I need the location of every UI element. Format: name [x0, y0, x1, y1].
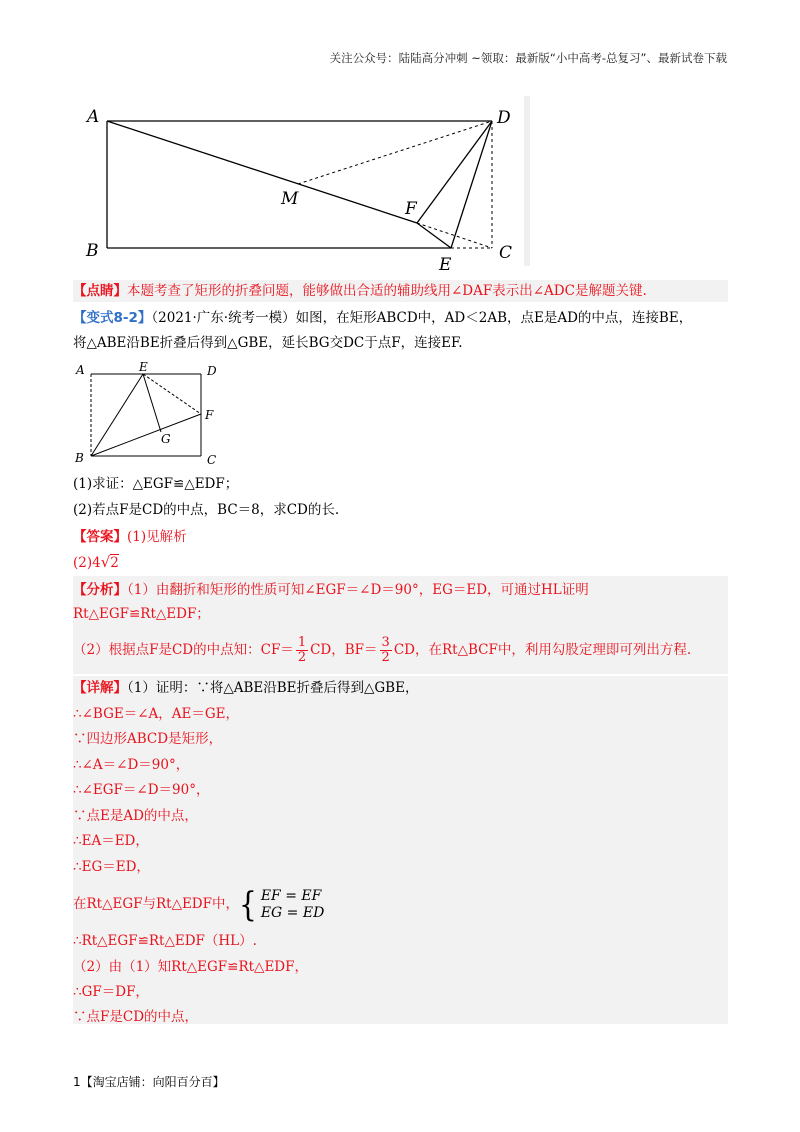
figure1-rectangle-fold-diagram [73, 96, 529, 274]
detail-line-1 [73, 678, 418, 698]
system-eq-2: EG = ED [260, 904, 325, 921]
comment-tag: 【点睛】 [73, 283, 127, 299]
page-header: 关注公众号：陆陆高分冲刺 ~领取：最新版“小中高考-总复习”、最新试卷下载 [329, 51, 727, 65]
page-footer: 1【淘宝店铺：向阳百分百】 [73, 1075, 225, 1089]
analysis-text-1: （1）由翻折和矩形的性质可知∠EGF＝∠D＝90°，EG＝ED，可通过HL证明 [127, 582, 589, 598]
problem-source: （2021·广东·统考一模） [151, 310, 296, 326]
detail-text-9: 在Rt△EGF与Rt△EDF中， [73, 896, 239, 912]
fig1-label-A: A [87, 107, 100, 127]
frac1-den: 2 [297, 650, 307, 665]
fig2-label-G: G [161, 432, 171, 446]
fig1-label-D: D [497, 108, 511, 128]
fig2-label-E: E [139, 360, 148, 374]
detail-line-12: ∴GF＝DF， [73, 984, 149, 1000]
analysis-text-3b: CD，BF＝ [310, 642, 378, 658]
system-eq-1: EF = EF [260, 887, 322, 904]
answer-1: (1)见解析 [127, 529, 187, 545]
detail-line-11: （2）由（1）知Rt△EGF≌Rt△EDF， [73, 959, 308, 975]
comment-text: 本题考查了矩形的折叠问题，能够做出合适的辅助线用∠DAF表示出∠ADC是解题关键. [127, 283, 647, 299]
fig1-label-F: F [405, 199, 417, 219]
problem-text-1: 如图，在矩形ABCD中，AD＜2AB，点E是AD的中点，连接BE， [295, 310, 693, 326]
problem-line-2: 将△ABE沿BE折叠后得到△GBE，延长BG交DC于点F，连接EF. [73, 335, 463, 351]
frac1-num: 1 [297, 635, 307, 650]
problem-tag: 【变式8-2】 [73, 310, 152, 326]
answer-line-2 [73, 552, 119, 573]
detail-tag: 【详解】 [73, 680, 127, 696]
frac2-num: 3 [381, 635, 390, 650]
analysis-line-3 [73, 634, 691, 666]
fig2-label-D: D [207, 364, 217, 378]
detail-line-9 [73, 886, 324, 922]
detail-line-10: ∴Rt△EGF≌Rt△EDF（HL）. [73, 933, 257, 949]
detail-line-3: ∵四边形ABCD是矩形， [73, 731, 223, 747]
fig2-label-F: F [205, 408, 214, 422]
problem-line-1 [73, 308, 692, 328]
detail-line-4: ∴∠A＝∠D＝90°， [73, 757, 190, 773]
sqrt-sign: √ [100, 553, 111, 571]
answer-tag: 【答案】 [73, 529, 127, 545]
fig1-label-B: B [86, 241, 99, 261]
detail-line-7: ∴EA＝ED， [73, 833, 149, 849]
fig1-label-M: M [281, 189, 299, 209]
frac2-den: 2 [381, 650, 390, 665]
fig1-label-C: C [499, 243, 513, 263]
answer-2-prefix: (2)4 [73, 555, 101, 571]
detail-text-1: （1）证明：∵将△ABE沿BE折叠后得到△GBE， [127, 680, 419, 696]
fraction-three-halves [380, 636, 392, 665]
analysis-line-1 [73, 580, 589, 600]
analysis-line-2: Rt△EGF≌Rt△EDF； [73, 606, 210, 622]
fig2-label-B: B [75, 451, 84, 465]
equation-system [257, 888, 324, 922]
figure2-rectangle-fold-diagram [73, 358, 233, 468]
analysis-text-3c: CD，在Rt△BCF中，利用勾股定理即可列出方程. [393, 642, 692, 658]
analysis-text-3a: （2）根据点F是CD的中点知：CF＝ [73, 642, 294, 658]
question-1: (1)求证：△EGF≌△EDF； [73, 476, 239, 492]
fraction-one-half [296, 636, 308, 665]
detail-line-13: ∵点F是CD的中点， [73, 1009, 199, 1025]
detail-line-2: ∴∠BGE＝∠A，AE＝GE， [73, 706, 240, 722]
detail-line-6: ∵点E是AD的中点， [73, 808, 198, 824]
detail-line-5: ∴∠EGF＝∠D＝90°， [73, 782, 210, 798]
answer-2-root: 2 [110, 555, 119, 571]
comment-line [73, 281, 647, 301]
fig1-label-E: E [439, 255, 452, 274]
question-2: (2)若点F是CD的中点，BC＝8，求CD的长. [73, 502, 340, 518]
analysis-tag: 【分析】 [73, 582, 127, 598]
detail-line-8: ∴EG＝ED， [73, 859, 150, 875]
answer-line-1 [73, 527, 187, 547]
fig2-label-A: A [76, 363, 85, 377]
fig2-label-C: C [207, 453, 217, 467]
system-brace: { [239, 884, 257, 924]
